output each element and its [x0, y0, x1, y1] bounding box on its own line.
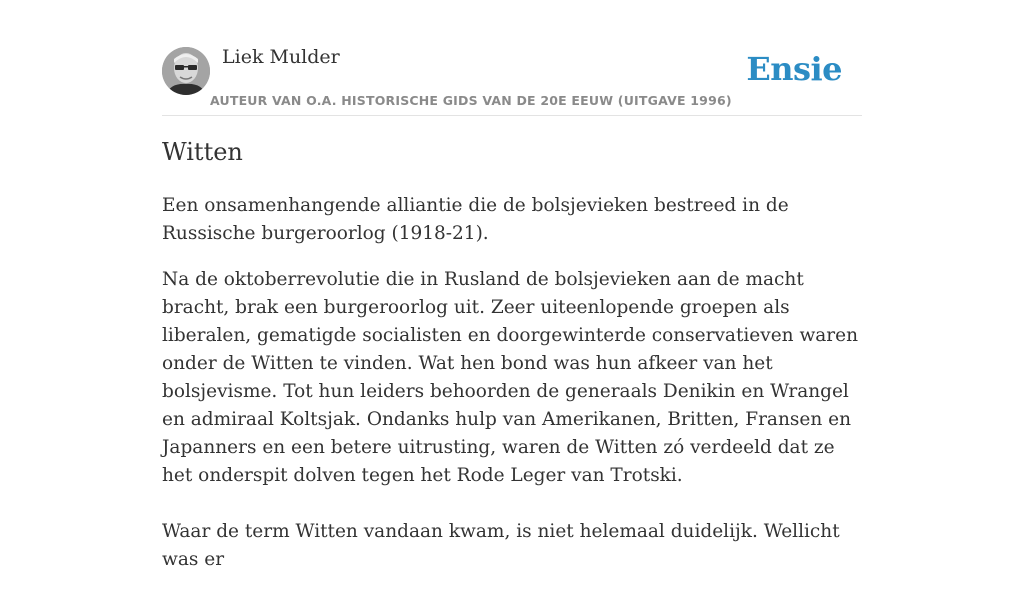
article-paragraph: Waar de term Witten vandaan kwam, is niet helemaal duidelijk. Wellicht was er	[162, 521, 840, 570]
author-bio: AUTEUR VAN O.A. HISTORISCHE GIDS VAN DE 20E EEUW (UITGAVE 1996)	[210, 93, 732, 108]
article-body	[162, 192, 864, 592]
author-name[interactable]: Liek Mulder	[222, 46, 340, 68]
avatar-portrait-icon	[162, 47, 210, 95]
article-summary: Een onsamenhangende alliantie die de bolsjevieken bestreed in de Russische burgeroorlog (1918-21).	[162, 195, 789, 244]
article-title: Witten	[162, 138, 243, 166]
author-avatar[interactable]	[162, 47, 210, 95]
header-divider	[162, 115, 862, 116]
brand-logo[interactable]: Ensie	[746, 50, 842, 88]
article-paragraph: Na de oktoberrevolutie die in Rusland de bolsjevieken aan de macht bracht, brak een burgeroorlog uit. Zeer uiteenlopende groepen als liberalen, gematigde socialisten en doorgewinterde conservatieven waren onder de Witten te vinden. Wat hen bond was hun afkeer van het bolsjevisme. Tot hun leiders behoorden de generaals Denikin en Wrangel en admiraal Koltsjak. Ondanks hulp van Amerikanen, Britten, Fransen en Japanners en een betere uitrusting, waren de Witten zó verdeeld dat ze het onderspit dolven tegen het Rode Leger van Trotski.	[162, 269, 859, 486]
